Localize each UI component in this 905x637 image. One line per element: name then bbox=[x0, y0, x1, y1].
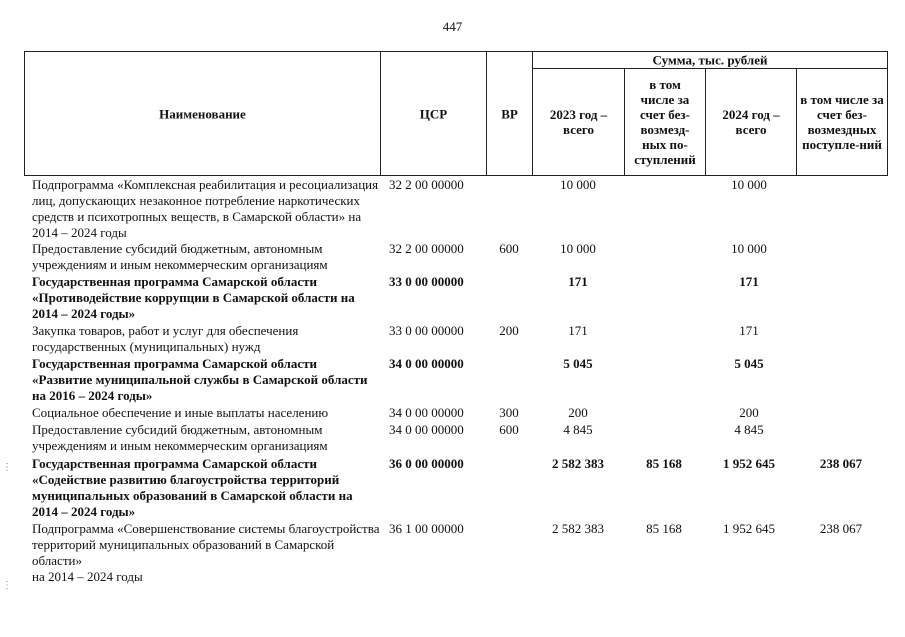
row-csr: 32 2 00 00000 bbox=[389, 241, 464, 256]
header-sum-group: Сумма, тыс. рублей bbox=[532, 51, 888, 69]
header-2024-total: 2024 год – всего bbox=[705, 68, 797, 176]
row-csr: 33 0 00 00000 bbox=[389, 274, 464, 289]
row-2024-total: 171 bbox=[739, 323, 759, 338]
row-name: Подпрограмма «Комплексная реабилитация и ресоциализация лиц, допускающих незаконное потребление наркотических средств и психотропных веществ, в Самарской области» на 2014 – 2024 годы bbox=[32, 177, 379, 240]
row-vr: 600 bbox=[499, 422, 519, 437]
header-2024-bezvozm: в том числе за счет без-возмездных поступле-ний bbox=[796, 68, 888, 176]
row-csr: 33 0 00 00000 bbox=[389, 323, 464, 338]
row-2024-total: 10 000 bbox=[731, 177, 767, 192]
row-vr: 300 bbox=[499, 405, 519, 420]
row-2023-total: 2 582 383 bbox=[552, 456, 604, 471]
row-2023-total: 171 bbox=[568, 274, 588, 289]
row-csr: 34 0 00 00000 bbox=[389, 405, 464, 420]
header-csr: ЦСР bbox=[380, 51, 487, 176]
row-2024-total: 1 952 645 bbox=[723, 456, 775, 471]
row-csr: 32 2 00 00000 bbox=[389, 177, 464, 192]
row-name: Подпрограмма «Совершенствование системы благоустройства территорий муниципальных образований в Самарской области» на 2014 – 2024 годы bbox=[32, 521, 380, 584]
row-2023-total: 10 000 bbox=[560, 177, 596, 192]
row-2024-total: 5 045 bbox=[734, 356, 764, 371]
row-2024-bezvozm: 238 067 bbox=[819, 521, 863, 536]
row-vr: 200 bbox=[499, 323, 519, 338]
row-2023-bezvozm: 85 168 bbox=[646, 456, 682, 471]
row-2024-total: 10 000 bbox=[731, 241, 767, 256]
row-2024-total: 1 952 645 bbox=[723, 521, 775, 536]
row-2023-total: 171 bbox=[568, 323, 588, 338]
row-2024-total: 4 845 bbox=[734, 422, 764, 437]
row-csr: 36 0 00 00000 bbox=[389, 456, 464, 471]
row-2024-total: 200 bbox=[739, 405, 759, 420]
row-2023-bezvozm: 85 168 bbox=[646, 521, 682, 536]
row-2023-total: 5 045 bbox=[563, 356, 593, 371]
row-name: Предоставление субсидий бюджетным, автономным учреждениям и иным некоммерческим организациям bbox=[32, 241, 328, 272]
row-2023-total: 2 582 383 bbox=[552, 521, 604, 536]
row-csr: 34 0 00 00000 bbox=[389, 356, 464, 371]
row-2023-total: 4 845 bbox=[563, 422, 593, 437]
header-2023-total: 2023 год – всего bbox=[532, 68, 625, 176]
scan-mark: ⋮ bbox=[2, 580, 12, 591]
header-name: Наименование bbox=[24, 51, 381, 176]
row-csr: 34 0 00 00000 bbox=[389, 422, 464, 437]
row-2023-total: 10 000 bbox=[560, 241, 596, 256]
row-csr: 36 1 00 00000 bbox=[389, 521, 464, 536]
row-name: Государственная программа Самарской области «Противодействие коррупции в Самарской области на 2014 – 2024 годы» bbox=[32, 274, 355, 321]
header-vr: ВР bbox=[486, 51, 533, 176]
row-2023-total: 200 bbox=[568, 405, 588, 420]
row-name: Государственная программа Самарской области «Содействие развитию благоустройства территорий муниципальных образований в Самарской области на 2014 – 2024 годы» bbox=[32, 456, 353, 519]
row-name: Предоставление субсидий бюджетным, автономным учреждениям и иным некоммерческим организациям bbox=[32, 422, 328, 453]
row-name: Социальное обеспечение и иные выплаты населению bbox=[32, 405, 329, 420]
page-number: 447 bbox=[442, 19, 463, 34]
header-2023-bezvozm: в том числе за счет без-возмезд-ных по-ступлений bbox=[624, 68, 706, 176]
scan-mark: ⋮ bbox=[2, 462, 12, 473]
row-2024-total: 171 bbox=[739, 274, 759, 289]
row-name: Закупка товаров, работ и услуг для обеспечения государственных (муниципальных) нужд bbox=[32, 323, 299, 354]
row-name: Государственная программа Самарской области «Развитие муниципальной службы в Самарской области на 2016 – 2024 годы» bbox=[32, 356, 368, 403]
row-2024-bezvozm: 238 067 bbox=[819, 456, 863, 471]
row-vr: 600 bbox=[499, 241, 519, 256]
